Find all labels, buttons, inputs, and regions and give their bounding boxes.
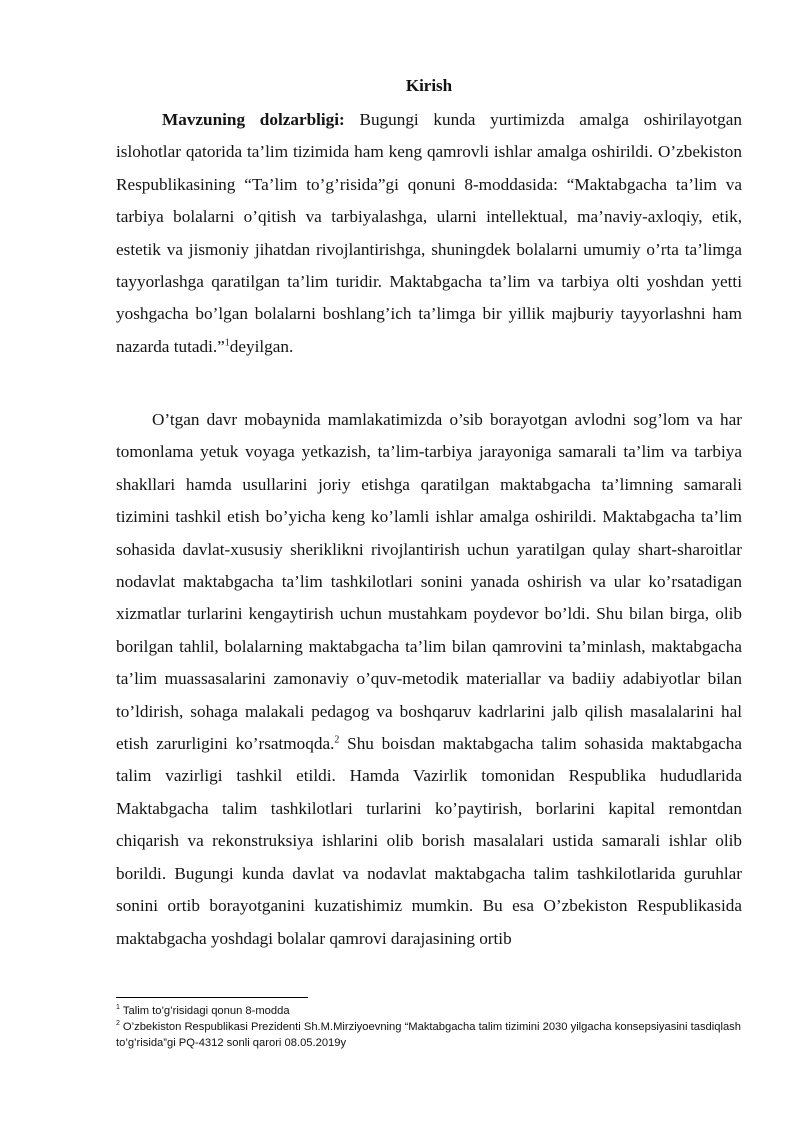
paragraph-relevance	[116, 104, 742, 363]
footnote-number: 1	[116, 1004, 120, 1012]
history-text-b: Shu boisdan maktabgacha talim sohasida maktabgacha talim vazirligi tashkil etildi. Hamda Vazirlik tomonidan Respublika hududlarida Maktabgacha talim tashkilotlari turlarini ko’paytirish, borlarini kapital remontdan chiqarish va rekonstruksiya ishlarini olib borish masalalari ustida samarali ishlar olib borildi. Bugungi kunda davlat va nodavlat maktabgacha talim tashkilotlarida guruhlar sonini ortib borayotganini kuzatishimiz mumkin. Bu esa O’zbekiston Respublikasida maktabgacha yoshdagi bolalar qamrovi darajasining ortib	[116, 734, 742, 948]
footnote-2	[116, 1019, 746, 1051]
footnote-1	[116, 1003, 746, 1019]
footnote-text: Talim to’g’risidagi qonun 8-modda	[122, 1005, 290, 1017]
footnote-separator	[116, 997, 308, 998]
footnotes	[116, 1003, 746, 1051]
footnote-ref-2[interactable]: 2	[334, 734, 340, 746]
footnote-number: 2	[116, 1020, 120, 1028]
footnote-ref-1[interactable]: 1	[224, 337, 230, 349]
relevance-tail: deyilgan.	[229, 336, 294, 356]
history-text-a: O’tgan davr mobaynida mamlakatimizda o’sib borayotgan avlodni sog’lom va har tomonlama yetuk voyaga yetkazish, ta’lim-tarbiya jarayoniga samarali ta’lim va tarbiya shakllari hamda usullarini joriy etishga qaratilgan maktabgacha ta’limning samarali tizimini tashkil etish bo’yicha keng ko’lamli ishlar amalga oshirildi. Maktabgacha ta’lim sohasida davlat-xususiy sheriklikni rivojlantirish uchun yaratilgan qulay shart-sharoitlar nodavlat maktabgacha ta’lim tashkilotlari sonini yanada oshirish va ular ko’rsatadigan xizmatlar turlarini kengaytirish uchun mustahkam poydevor bo’ldi. Shu bilan birga, olib borilgan tahlil, bolalarning maktabgacha ta’lim bilan qamrovini ta’minlash, maktabgacha ta’lim muassasalarini zamonaviy o’quv-metodik materiallar va badiiy adabiyotlar bilan to’ldirish, sohaga malakali pedagog va boshqaruv kadrlarini jalb qilish masalalarini hal etish zarurligini ko’rsatmoqda.	[116, 410, 742, 754]
relevance-text: Bugungi kunda yurtimizda amalga oshirilayotgan islohotlar qatorida ta’lim tizimida ham keng qamrovli ishlar amalga oshirildi. O’zbekiston Respublikasining “Ta’lim to’g’risida”gi qonuni 8-moddasida: “Maktabgacha ta’lim va tarbiya bolalarni o’qitish va tarbiyalashga, ularni intellektual, ma’naviy-axloqiy, etik, estetik va jismoniy jihatdan rivojlantirishga, shuningdek bolalarni umumiy o’rta ta’limga tayyorlashga qaratilgan ta’lim turidir. Maktabgacha ta’lim va tarbiya olti yoshdan yetti yoshgacha bo’lgan bolalarni boshlang’ich ta’limga bir yillik majburiy tayyorlashni ham nazarda tutadi.”	[116, 110, 742, 356]
footnote-text: O’zbekiston Respublikasi Prezidenti Sh.M.Mirziyoevning “Maktabgacha talim tizimini 2030 yilgacha konsepsiyasini tasdiqlash to’g’risida”gi PQ-4312 sonli qarori 08.05.2019y	[116, 1021, 741, 1049]
section-heading: Kirish	[405, 76, 453, 95]
paragraph-history	[116, 404, 742, 955]
relevance-lead: Mavzuning dolzarbligi:	[162, 110, 345, 129]
